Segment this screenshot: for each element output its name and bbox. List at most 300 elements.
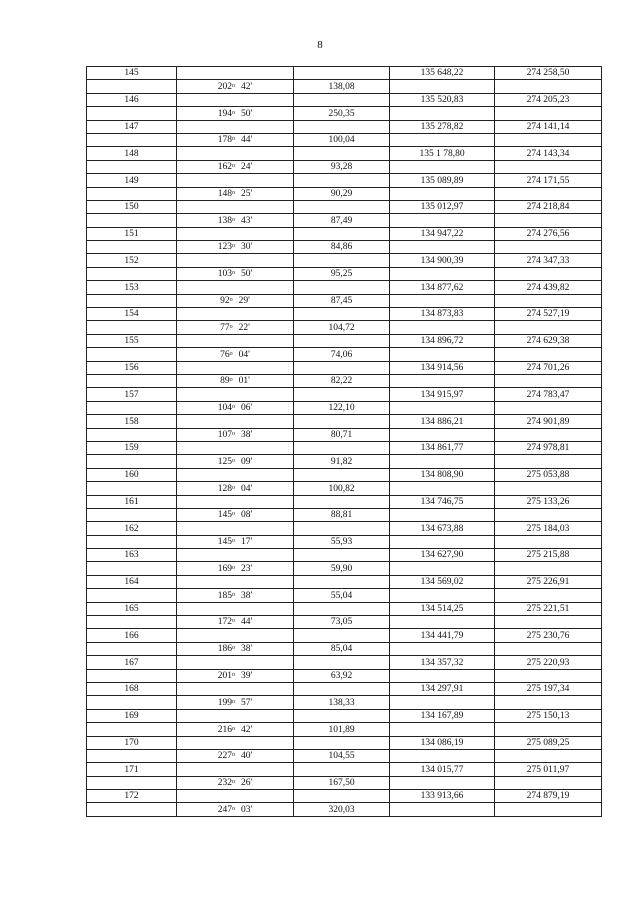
point-row bbox=[87, 495, 602, 508]
angle-cell-empty bbox=[177, 200, 294, 213]
degree-symbol: o bbox=[232, 189, 236, 196]
angle-cell-empty bbox=[177, 441, 294, 454]
x-coordinate-cell: 134 297,91 bbox=[390, 682, 495, 695]
point-number-cell: 167 bbox=[87, 656, 177, 669]
angle-minutes: 42' bbox=[241, 81, 253, 92]
segment-row bbox=[87, 482, 602, 495]
y-coordinate-cell: 275 133,26 bbox=[495, 495, 602, 508]
angle-degrees-value: 76 bbox=[220, 349, 230, 360]
distance-cell-empty bbox=[294, 227, 390, 240]
angle-cell-empty bbox=[177, 763, 294, 776]
distance-cell: 82,22 bbox=[294, 374, 390, 387]
angle-degrees bbox=[218, 777, 235, 789]
angle-degrees bbox=[218, 188, 235, 200]
y-coordinate-cell: 275 220,93 bbox=[495, 656, 602, 669]
angle-minutes: 22' bbox=[238, 322, 250, 333]
angle-minutes: 50' bbox=[241, 108, 253, 119]
distance-cell-empty bbox=[294, 120, 390, 133]
point-row bbox=[87, 361, 602, 374]
degree-symbol: o bbox=[229, 297, 233, 304]
angle-degrees-value: 202 bbox=[217, 81, 233, 92]
segment-row bbox=[87, 455, 602, 468]
y-coordinate-cell-empty bbox=[495, 401, 602, 414]
angle-minutes: 06' bbox=[241, 403, 253, 414]
angle-minutes: 38' bbox=[241, 590, 253, 601]
x-coordinate-cell-empty bbox=[390, 401, 495, 414]
angle-minutes: 38' bbox=[241, 429, 253, 440]
x-coordinate-cell: 134 915,97 bbox=[390, 388, 495, 401]
angle-degrees bbox=[218, 643, 235, 655]
angle-minutes: 17' bbox=[241, 537, 253, 548]
y-coordinate-cell: 274 143,34 bbox=[495, 147, 602, 160]
point-number-cell: 170 bbox=[87, 736, 177, 749]
distance-cell: 90,29 bbox=[294, 187, 390, 200]
point-number-cell-empty bbox=[87, 267, 177, 280]
degree-symbol: o bbox=[232, 216, 236, 223]
angle-minutes: 44' bbox=[241, 135, 253, 146]
angle-degrees-value: 227 bbox=[217, 751, 233, 762]
y-coordinate-cell: 274 205,23 bbox=[495, 93, 602, 106]
y-coordinate-cell: 275 215,88 bbox=[495, 549, 602, 562]
angle-cell-empty bbox=[177, 522, 294, 535]
degree-symbol: o bbox=[232, 564, 236, 571]
point-number-cell-empty bbox=[87, 214, 177, 227]
angle-degrees bbox=[218, 429, 235, 441]
degree-symbol: o bbox=[232, 805, 236, 812]
distance-cell-empty bbox=[294, 334, 390, 347]
x-coordinate-cell: 134 914,56 bbox=[390, 361, 495, 374]
distance-cell: 73,05 bbox=[294, 616, 390, 629]
angle-degrees-value: 138 bbox=[217, 215, 233, 226]
point-number-cell-empty bbox=[87, 535, 177, 548]
direction-angle-cell bbox=[177, 214, 294, 227]
y-coordinate-cell: 275 150,13 bbox=[495, 709, 602, 722]
y-coordinate-cell-empty bbox=[495, 374, 602, 387]
angle-degrees bbox=[218, 590, 235, 602]
direction-angle-cell bbox=[177, 589, 294, 602]
point-number-cell-empty bbox=[87, 133, 177, 146]
point-number-cell: 154 bbox=[87, 308, 177, 321]
segment-row bbox=[87, 562, 602, 575]
angle-cell-empty bbox=[177, 147, 294, 160]
angle-minutes: 42' bbox=[241, 724, 253, 735]
point-number-cell-empty bbox=[87, 348, 177, 361]
direction-angle-cell bbox=[177, 428, 294, 441]
angle-degrees bbox=[220, 349, 233, 361]
x-coordinate-cell: 134 808,90 bbox=[390, 468, 495, 481]
x-coordinate-cell-empty bbox=[390, 696, 495, 709]
point-number-cell-empty bbox=[87, 642, 177, 655]
x-coordinate-cell-empty bbox=[390, 187, 495, 200]
point-number-cell-empty bbox=[87, 321, 177, 334]
x-coordinate-cell-empty bbox=[390, 669, 495, 682]
angle-degrees-value: 169 bbox=[217, 563, 233, 574]
distance-cell: 93,28 bbox=[294, 160, 390, 173]
angle-cell-empty bbox=[177, 602, 294, 615]
x-coordinate-cell: 134 896,72 bbox=[390, 334, 495, 347]
direction-angle-cell bbox=[177, 482, 294, 495]
distance-cell: 100,82 bbox=[294, 482, 390, 495]
degree-symbol: o bbox=[232, 671, 236, 678]
y-coordinate-cell-empty bbox=[495, 482, 602, 495]
angle-cell-empty bbox=[177, 709, 294, 722]
x-coordinate-cell: 134 947,22 bbox=[390, 227, 495, 240]
degree-symbol: o bbox=[232, 404, 236, 411]
distance-cell-empty bbox=[294, 67, 390, 80]
angle-cell-empty bbox=[177, 281, 294, 294]
direction-angle-cell bbox=[177, 803, 294, 816]
angle-degrees-value: 201 bbox=[217, 670, 233, 681]
x-coordinate-cell-empty bbox=[390, 160, 495, 173]
point-number-cell-empty bbox=[87, 562, 177, 575]
distance-cell-empty bbox=[294, 415, 390, 428]
degree-symbol: o bbox=[232, 618, 236, 625]
direction-angle-cell bbox=[177, 348, 294, 361]
y-coordinate-cell-empty bbox=[495, 669, 602, 682]
point-number-cell: 165 bbox=[87, 602, 177, 615]
angle-degrees bbox=[218, 241, 235, 253]
point-row bbox=[87, 308, 602, 321]
distance-cell: 59,90 bbox=[294, 562, 390, 575]
segment-row bbox=[87, 187, 602, 200]
degree-symbol: o bbox=[232, 457, 236, 464]
point-row bbox=[87, 281, 602, 294]
point-number-cell: 152 bbox=[87, 254, 177, 267]
point-number-cell-empty bbox=[87, 187, 177, 200]
point-row bbox=[87, 441, 602, 454]
y-coordinate-cell: 274 978,81 bbox=[495, 441, 602, 454]
angle-cell-empty bbox=[177, 120, 294, 133]
y-coordinate-cell-empty bbox=[495, 241, 602, 254]
angle-degrees bbox=[218, 563, 235, 575]
x-coordinate-cell-empty bbox=[390, 428, 495, 441]
point-row bbox=[87, 415, 602, 428]
distance-cell-empty bbox=[294, 174, 390, 187]
point-number-cell: 151 bbox=[87, 227, 177, 240]
angle-minutes: 26' bbox=[241, 778, 253, 789]
y-coordinate-cell-empty bbox=[495, 160, 602, 173]
y-coordinate-cell: 275 011,97 bbox=[495, 763, 602, 776]
angle-degrees bbox=[218, 804, 235, 816]
angle-degrees-value: 162 bbox=[217, 162, 233, 173]
direction-angle-cell bbox=[177, 723, 294, 736]
angle-degrees-value: 107 bbox=[217, 429, 233, 440]
point-row bbox=[87, 656, 602, 669]
angle-degrees-value: 232 bbox=[217, 778, 233, 789]
x-coordinate-cell: 134 900,39 bbox=[390, 254, 495, 267]
x-coordinate-cell: 134 873,83 bbox=[390, 308, 495, 321]
point-number-cell: 153 bbox=[87, 281, 177, 294]
y-coordinate-cell-empty bbox=[495, 803, 602, 816]
distance-cell: 85,04 bbox=[294, 642, 390, 655]
y-coordinate-cell: 274 901,89 bbox=[495, 415, 602, 428]
angle-cell-empty bbox=[177, 549, 294, 562]
x-coordinate-cell-empty bbox=[390, 214, 495, 227]
point-number-cell-empty bbox=[87, 482, 177, 495]
angle-cell-empty bbox=[177, 174, 294, 187]
angle-degrees-value: 103 bbox=[217, 269, 233, 280]
direction-angle-cell bbox=[177, 374, 294, 387]
point-number-cell-empty bbox=[87, 723, 177, 736]
angle-minutes: 39' bbox=[241, 670, 253, 681]
y-coordinate-cell: 274 258,50 bbox=[495, 67, 602, 80]
angle-cell-empty bbox=[177, 629, 294, 642]
distance-cell-empty bbox=[294, 575, 390, 588]
angle-minutes: 30' bbox=[241, 242, 253, 253]
y-coordinate-cell: 274 141,14 bbox=[495, 120, 602, 133]
angle-degrees-value: 92 bbox=[220, 296, 230, 307]
x-coordinate-cell-empty bbox=[390, 749, 495, 762]
angle-degrees-value: 77 bbox=[220, 322, 230, 333]
angle-minutes: 24' bbox=[241, 162, 253, 173]
segment-row bbox=[87, 428, 602, 441]
x-coordinate-cell-empty bbox=[390, 107, 495, 120]
direction-angle-cell bbox=[177, 187, 294, 200]
direction-angle-cell bbox=[177, 241, 294, 254]
distance-cell-empty bbox=[294, 200, 390, 213]
x-coordinate-cell: 135 648,22 bbox=[390, 67, 495, 80]
segment-row bbox=[87, 374, 602, 387]
coordinates-table bbox=[86, 66, 602, 817]
y-coordinate-cell-empty bbox=[495, 589, 602, 602]
angle-degrees-value: 145 bbox=[217, 510, 233, 521]
angle-minutes: 08' bbox=[241, 510, 253, 521]
point-number-cell-empty bbox=[87, 589, 177, 602]
angle-degrees bbox=[220, 375, 233, 387]
angle-minutes: 09' bbox=[241, 456, 253, 467]
point-row bbox=[87, 709, 602, 722]
distance-cell-empty bbox=[294, 254, 390, 267]
angle-minutes: 38' bbox=[241, 644, 253, 655]
distance-cell: 55,04 bbox=[294, 589, 390, 602]
point-row bbox=[87, 629, 602, 642]
angle-cell-empty bbox=[177, 575, 294, 588]
distance-cell: 320,03 bbox=[294, 803, 390, 816]
point-number-cell: 168 bbox=[87, 682, 177, 695]
x-coordinate-cell: 134 746,75 bbox=[390, 495, 495, 508]
distance-cell-empty bbox=[294, 656, 390, 669]
distance-cell: 138,08 bbox=[294, 80, 390, 93]
distance-cell-empty bbox=[294, 93, 390, 106]
point-row bbox=[87, 468, 602, 481]
x-coordinate-cell-empty bbox=[390, 589, 495, 602]
degree-symbol: o bbox=[232, 163, 236, 170]
x-coordinate-cell-empty bbox=[390, 374, 495, 387]
x-coordinate-cell-empty bbox=[390, 776, 495, 789]
angle-degrees bbox=[218, 81, 235, 93]
angle-minutes: 40' bbox=[241, 751, 253, 762]
direction-angle-cell bbox=[177, 535, 294, 548]
distance-cell-empty bbox=[294, 522, 390, 535]
angle-degrees bbox=[218, 483, 235, 495]
angle-minutes: 57' bbox=[241, 697, 253, 708]
direction-angle-cell bbox=[177, 776, 294, 789]
degree-symbol: o bbox=[232, 82, 236, 89]
point-number-cell: 159 bbox=[87, 441, 177, 454]
coordinates-table-body bbox=[87, 67, 602, 817]
distance-cell: 91,82 bbox=[294, 455, 390, 468]
distance-cell-empty bbox=[294, 361, 390, 374]
y-coordinate-cell-empty bbox=[495, 455, 602, 468]
y-coordinate-cell: 275 221,51 bbox=[495, 602, 602, 615]
x-coordinate-cell: 134 886,21 bbox=[390, 415, 495, 428]
point-number-cell: 162 bbox=[87, 522, 177, 535]
angle-degrees-value: 128 bbox=[217, 483, 233, 494]
degree-symbol: o bbox=[229, 350, 233, 357]
degree-symbol: o bbox=[232, 591, 236, 598]
angle-degrees-value: 185 bbox=[217, 590, 233, 601]
angle-cell-empty bbox=[177, 415, 294, 428]
direction-angle-cell bbox=[177, 669, 294, 682]
angle-degrees bbox=[218, 268, 235, 280]
distance-cell: 122,10 bbox=[294, 401, 390, 414]
angle-cell-empty bbox=[177, 67, 294, 80]
point-row bbox=[87, 682, 602, 695]
degree-symbol: o bbox=[232, 698, 236, 705]
y-coordinate-cell-empty bbox=[495, 321, 602, 334]
point-number-cell-empty bbox=[87, 803, 177, 816]
distance-cell-empty bbox=[294, 147, 390, 160]
angle-minutes: 01' bbox=[238, 376, 250, 387]
x-coordinate-cell: 134 627,90 bbox=[390, 549, 495, 562]
y-coordinate-cell-empty bbox=[495, 562, 602, 575]
x-coordinate-cell-empty bbox=[390, 616, 495, 629]
x-coordinate-cell: 135 278,82 bbox=[390, 120, 495, 133]
degree-symbol: o bbox=[232, 243, 236, 250]
point-number-cell: 156 bbox=[87, 361, 177, 374]
y-coordinate-cell: 275 053,88 bbox=[495, 468, 602, 481]
y-coordinate-cell-empty bbox=[495, 616, 602, 629]
y-coordinate-cell-empty bbox=[495, 267, 602, 280]
direction-angle-cell bbox=[177, 107, 294, 120]
segment-row bbox=[87, 508, 602, 521]
segment-row bbox=[87, 616, 602, 629]
angle-minutes: 50' bbox=[241, 269, 253, 280]
segment-row bbox=[87, 669, 602, 682]
direction-angle-cell bbox=[177, 696, 294, 709]
direction-angle-cell bbox=[177, 294, 294, 307]
y-coordinate-cell: 275 197,34 bbox=[495, 682, 602, 695]
angle-degrees bbox=[218, 724, 235, 736]
point-number-cell-empty bbox=[87, 107, 177, 120]
y-coordinate-cell-empty bbox=[495, 133, 602, 146]
angle-degrees bbox=[218, 750, 235, 762]
angle-cell-empty bbox=[177, 736, 294, 749]
angle-minutes: 43' bbox=[241, 215, 253, 226]
point-row bbox=[87, 575, 602, 588]
distance-cell: 63,92 bbox=[294, 669, 390, 682]
angle-degrees bbox=[218, 134, 235, 146]
y-coordinate-cell: 275 184,03 bbox=[495, 522, 602, 535]
point-row bbox=[87, 67, 602, 80]
y-coordinate-cell-empty bbox=[495, 294, 602, 307]
point-number-cell-empty bbox=[87, 616, 177, 629]
x-coordinate-cell-empty bbox=[390, 803, 495, 816]
point-number-cell-empty bbox=[87, 374, 177, 387]
segment-row bbox=[87, 321, 602, 334]
point-row bbox=[87, 790, 602, 803]
segment-row bbox=[87, 348, 602, 361]
x-coordinate-cell-empty bbox=[390, 642, 495, 655]
angle-degrees-value: 145 bbox=[217, 537, 233, 548]
angle-cell-empty bbox=[177, 308, 294, 321]
direction-angle-cell bbox=[177, 267, 294, 280]
direction-angle-cell bbox=[177, 562, 294, 575]
degree-symbol: o bbox=[232, 779, 236, 786]
point-number-cell: 150 bbox=[87, 200, 177, 213]
x-coordinate-cell: 134 569,02 bbox=[390, 575, 495, 588]
angle-cell-empty bbox=[177, 388, 294, 401]
x-coordinate-cell: 134 514,25 bbox=[390, 602, 495, 615]
angle-degrees-value: 104 bbox=[217, 403, 233, 414]
distance-cell-empty bbox=[294, 388, 390, 401]
degree-symbol: o bbox=[232, 484, 236, 491]
angle-degrees bbox=[218, 536, 235, 548]
angle-degrees bbox=[218, 402, 235, 414]
point-number-cell-empty bbox=[87, 749, 177, 762]
x-coordinate-cell-empty bbox=[390, 508, 495, 521]
y-coordinate-cell-empty bbox=[495, 776, 602, 789]
degree-symbol: o bbox=[229, 323, 233, 330]
distance-cell: 87,45 bbox=[294, 294, 390, 307]
point-number-cell: 146 bbox=[87, 93, 177, 106]
degree-symbol: o bbox=[232, 538, 236, 545]
angle-degrees bbox=[218, 108, 235, 120]
x-coordinate-cell-empty bbox=[390, 562, 495, 575]
point-row bbox=[87, 227, 602, 240]
segment-row bbox=[87, 133, 602, 146]
angle-cell-empty bbox=[177, 790, 294, 803]
page-number: 8 bbox=[317, 39, 323, 51]
direction-angle-cell bbox=[177, 401, 294, 414]
y-coordinate-cell-empty bbox=[495, 214, 602, 227]
y-coordinate-cell-empty bbox=[495, 696, 602, 709]
distance-cell: 101,89 bbox=[294, 723, 390, 736]
distance-cell-empty bbox=[294, 495, 390, 508]
point-number-cell: 147 bbox=[87, 120, 177, 133]
angle-degrees bbox=[218, 456, 235, 468]
y-coordinate-cell-empty bbox=[495, 107, 602, 120]
segment-row bbox=[87, 107, 602, 120]
x-coordinate-cell: 134 441,79 bbox=[390, 629, 495, 642]
y-coordinate-cell: 274 439,82 bbox=[495, 281, 602, 294]
distance-cell-empty bbox=[294, 790, 390, 803]
x-coordinate-cell-empty bbox=[390, 535, 495, 548]
point-row bbox=[87, 200, 602, 213]
segment-row bbox=[87, 214, 602, 227]
x-coordinate-cell: 134 861,77 bbox=[390, 441, 495, 454]
distance-cell-empty bbox=[294, 709, 390, 722]
x-coordinate-cell: 135 089,89 bbox=[390, 174, 495, 187]
y-coordinate-cell: 275 230,76 bbox=[495, 629, 602, 642]
y-coordinate-cell: 275 226,91 bbox=[495, 575, 602, 588]
angle-degrees-value: 194 bbox=[217, 108, 233, 119]
angle-degrees-value: 247 bbox=[217, 804, 233, 815]
angle-degrees-value: 148 bbox=[217, 188, 233, 199]
angle-degrees-value: 216 bbox=[217, 724, 233, 735]
direction-angle-cell bbox=[177, 160, 294, 173]
distance-cell: 138,33 bbox=[294, 696, 390, 709]
segment-row bbox=[87, 642, 602, 655]
angle-minutes: 44' bbox=[241, 617, 253, 628]
angle-degrees bbox=[218, 215, 235, 227]
x-coordinate-cell: 133 913,66 bbox=[390, 790, 495, 803]
angle-minutes: 04' bbox=[241, 483, 253, 494]
segment-row bbox=[87, 294, 602, 307]
point-row bbox=[87, 388, 602, 401]
angle-cell-empty bbox=[177, 254, 294, 267]
direction-angle-cell bbox=[177, 455, 294, 468]
